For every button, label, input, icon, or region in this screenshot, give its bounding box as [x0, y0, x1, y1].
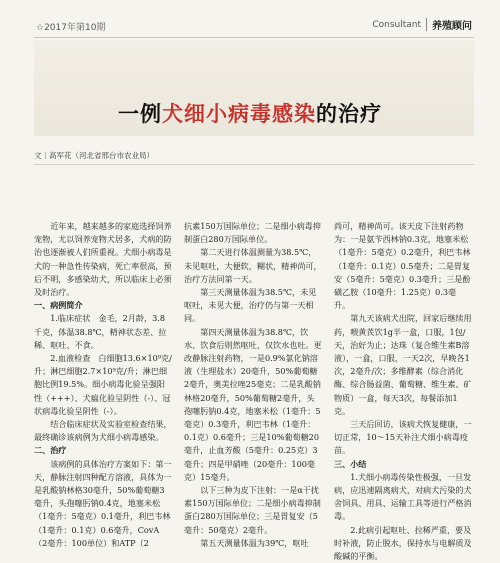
title-post: 的治疗	[316, 101, 382, 126]
section-heading: 一、病例简介	[34, 300, 83, 311]
paragraph: 2.血液检查 白细胞13.6×10⁹克/升；淋巴细胞2.7×10⁹克/升；淋巴细胞比例19.5%。细小病毒化验呈强阳性（+++）、犬瘟化验呈阴性（-）、冠状病毒化验呈阴性（-）。	[34, 353, 172, 416]
paragraph: 第二天进行体温测量为38.5℃，未见呕吐，大便软，糊状，精神尚可，治疗方法同第一天。	[184, 247, 322, 284]
paragraph: 以下三种为皮下注射：一是α干扰素150万国际单位；二是细小病毒抑制蛋白280万国际单位；三是胃复安（5毫升：50毫克）2毫升。	[184, 485, 321, 535]
issue-label: ☆2017年第10期	[36, 23, 106, 33]
paragraph: 1.临床症状 金毛，2月龄，3.8千克，体温38.8℃，精神状态差、拉稀、呕吐、不食。	[34, 313, 167, 350]
column-3	[334, 220, 472, 562]
paragraph: 近年来，越来越多的家庭选择饲养宠物，尤以饲养宠物犬居多，犬病的防治也逐渐被人们所重视。犬细小病毒是犬的一种急性传染病，死亡率很高，预后不明，多感染幼犬，所以临床上必须及时治疗。	[34, 221, 172, 298]
title-highlight: 犬细小病毒感染	[162, 101, 316, 126]
paragraph: 第九天该病犬出院，回家后继续用药，喂黄芪饮1g半一盒，口服，1包/天，治好为止；达珠（复合维生素B溶液），一盒，口服，一天2次，早晚各1次，2毫升/次；多维酵素（综合消化酶、综合肠益菌、葡萄糖、维生素、矿物质）一盒，每天3次，每餐添加1克。	[334, 313, 472, 416]
column-2	[184, 220, 322, 548]
title-pre: 一例	[118, 101, 162, 126]
section-label: 养殖顾问	[432, 21, 472, 32]
paragraph: 第四天测量体温为38.8℃，饮水、饮食后则然呕吐，仅饮水也吐。更改静脉注射药物，一是0.9%氯化钠溶液（生理盐水）20毫升，50%葡萄糖2毫升，奥美拉唑25毫克；二是乳酸钠林格20毫升，50%葡萄糖2毫升，头孢噻肟钠0.4克，地塞米松（1毫升：5毫克）0.3毫升，利巴韦林（1毫升：0.1克）0.6毫升；三是10%葡萄糖20毫升，止血芳酸（5毫升：0.25克）3毫升；四是甲硝唑（20毫升：100毫克）15毫升。	[184, 326, 322, 482]
header-divider	[426, 18, 427, 31]
paragraph: 1.犬细小病毒传染性极强，一旦发病，应迅速隔离病犬，对病犬污染的犬舍饲具、用具、运输工具等进行严格消毒。	[334, 471, 472, 522]
byline	[34, 150, 154, 161]
section-header	[372, 17, 472, 32]
article-title	[0, 98, 500, 128]
paragraph: 抗素150万国际单位；二是细小病毒抑制蛋白280万国际单位。	[184, 221, 321, 245]
paragraph: 三天后回访，该病犬恢复健康，一切正常，10～15天补注犬细小病毒疫苗。	[334, 419, 472, 456]
paragraph: 结合临床症状及实验室检查结果，最终确诊该病例为犬细小病毒感染。	[34, 419, 172, 443]
section-heading: 二、治疗	[34, 445, 67, 456]
paragraph: 第三天测量体温为38.5℃，未见呕吐，未见大便，治疗仍与第一天相同。	[184, 287, 317, 324]
paragraph: 尚可，精神尚可。该天皮下注射药物为：一是氨苄西林钠0.3克，地塞米松（1毫升：5毫克）0.2毫升，利巴韦林（1毫升：0.1克）0.5毫升；二是胃复安（5毫升：5毫克）0.3毫升；三是酚磺乙胺（10毫升：1.25克）0.3毫升。	[334, 221, 471, 311]
byline-text: 文｜高军花（河北省邢台市农业局）	[34, 151, 154, 160]
header-rule	[34, 37, 474, 38]
section-heading: 三、小结	[334, 458, 367, 469]
consultant-label: Consultant	[372, 19, 421, 30]
paragraph: 该病例的具体治疗方案如下：第一天，静脉注射四种配方溶液，具体为一是乳酸钠林格30毫升，50%葡萄糖3毫升，头孢噻肟钠0.4克，地塞米松（1毫升：5毫克）0.1毫升，利巴韦林（1毫升：0.1克）0.6毫升，CovA（2毫升：100单位）和ATP（2	[34, 458, 172, 548]
paragraph: 2.此病引起呕吐、拉稀严重，要及时补液，防止脱水，保持水与电解质及酸碱的平衡。	[334, 524, 472, 562]
article-body	[34, 220, 474, 562]
column-1	[34, 220, 172, 548]
paragraph: 第五天测量体温为39℃，呕吐	[200, 537, 309, 548]
byline-rule	[34, 164, 474, 165]
